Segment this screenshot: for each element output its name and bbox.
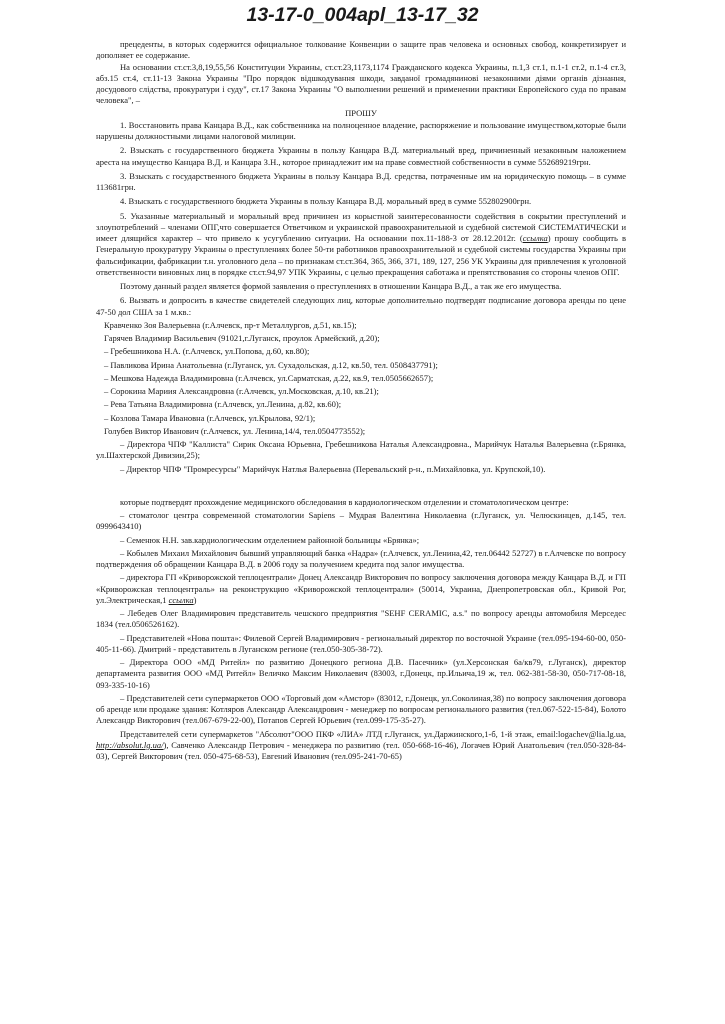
paragraph-statement: Поэтому данный раздел является формой заявления о преступлениях в отношении Канцара В.Д., а так же его имущества. xyxy=(120,281,562,291)
request-item-5-text-b: ) прошу сообщить в Генеральную прокуратуру Украины о преступлениях более 50-ти работников правоохранительной и судебной системы государства Украины при фальсификации, фабрикации т.н. уголовного дела – по признакам ст.ст.364, 365, 366, 371, 189, 127, 256 УК Украины для привлечения к уголовной ответственности виновных лиц в порядке ст.ст.94,97 УПК Украины, с целью прекращения саботажа и препятствования со стороны членов ОПГ. xyxy=(96,233,626,277)
witness-5: – Мешкова Надежда Владимировна (г.Алчевск, ул.Сарматская, д.22, кв.9, тел.0505662657); xyxy=(104,372,434,383)
request-item-2: 2. Взыскать с государственного бюджета Украины в пользу Канцара В.Д. материальный вред, причиненный незаконным наложением ареста на имущество Канцара В.Д. и Канцара З.Н., которое принадлежит им на праве совместной собственности в сумме 552689219грн. xyxy=(96,145,626,167)
witness-2: Гарячев Владимир Васильевич (91021,г.Луганск, проулок Армейский, д.20); xyxy=(104,333,380,343)
paragraph-legal-basis: На основании ст.ст.3,8,19,55,56 Конституции Украины, ст.ст.23,1173,1174 Гражданского кодекса Украины, п.1,3 ст.1, п.1-1 ст.2, п.1-4 ст.3, абз.15 ст.4, ст.11-13 Закона Украины "Про порядок відшкодування шкоди, завданої громадянинові незаконними діями органів дізнання, досудового слідства, прокуратури і суду", ст.17 Закона Украины "О выполнении решений и применении практики Европейского суда по правам человека", – xyxy=(96,61,626,106)
nova-poshta-witness: – Представителей «Нова пошта»: Филевой Сергей Владимирович - региональный директор по восточной Украине (тел.095-194-60-00, 050-405-11-66). Дмитрий - представитель в Луганском регионе (тел.050-305-38-72). xyxy=(96,632,626,654)
witness-promresursy: – Директор ЧПФ "Промресурсы" Марийчук Натлья Валерьевна (Перевальский р-н., п.Михайловка, ул. Крупской,10). xyxy=(120,463,546,474)
witness-3: – Гребешникова Н.А. (г.Алчевск, ул.Попова, д.60, кв.80); xyxy=(104,346,310,357)
paragraph-medical: которые подтвердят прохождение медицинского обследования в кардиологическом отделении и стоматологическом центре: xyxy=(120,496,569,507)
bank-witness: – Кобылев Михаил Михайлович бывший управляющий банка «Надра» (г.Алчевск, ул.Ленина,42, тел.06442 52727) в г.Алчевске по вопросу подтверждения об обращении Канцара В.Д. в 2006 году за получением кредита под залог имущества. xyxy=(96,547,626,569)
witness-8: – Козлова Тамара Ивановна (г.Алчевск, ул.Крылова, 92/1); xyxy=(104,412,316,423)
request-item-3: 3. Взыскать с государственного бюджета Украины в пользу Канцара В.Д. средства, потраченные им на юридическую помощь – в сумме 113681грн. xyxy=(96,170,626,192)
absolut-witness-text-b: ), Савченко Александр Петрович - менеджера по развитию (тел. 050-668-16-46), Логачев Юрий Анатольевич (тел.050-328-84-03), Сергей Викторович (тел. 050-475-68-53), Евгений Иванович (тел.095-241-70-65) xyxy=(96,739,626,761)
ceramic-witness: – Лебедев Олег Владимирович представитель чешского предприятия "SEHF CERAMIC, a.s." по вопросу аренды автомобиля Мерседес 1834 (тел.0506526162). xyxy=(96,608,626,630)
request-item-6: 6. Вызвать и допросить в качестве свидетелей следующих лиц, которые дополнительно подтвердят подписание договора аренды по цене 47-50 дол США за 1 м.кв.: xyxy=(96,295,626,317)
request-item-4: 4. Взыскать с государственного бюджета Украины в пользу Канцара В.Д. моральный вред в сумме 552802900грн. xyxy=(120,196,532,207)
absolut-url-link[interactable]: http://absolut.lg.ua/ xyxy=(96,739,164,750)
heating-witness-text-b: ) xyxy=(193,594,197,605)
medical-witness-2: – Семенюк Н.Н. зав.кардиологическим отделением районной больницы «Брянка»; xyxy=(120,534,420,545)
witness-1: Кравченко Зоя Валерьевна (г.Алчевск, пр-т Металлургов, д.51, кв.15); xyxy=(104,319,357,330)
document-title: 13-17-0_004apl_13-17_32 xyxy=(246,4,479,26)
witness-4: – Павликова Ирина Анатольевна (г.Луганск, ул. Сухадольская, д.12, кв.50, тел. 0508437791); xyxy=(104,359,438,370)
heating-witness xyxy=(96,572,626,606)
md-retail-witness: – Директора ООО «МД Ритейл» по развитию Донецкого региона Д.В. Пасечник» (ул.Херсонская 6а/кв79, г.Луганск), директор департамента развития ООО «МД Ритейл» Величко Максим Николаевич (83003, г.Донецк, пр.Ильича,19 ж, тел. 062-381-58-30, 050-717-08-18, 093-335-10-16) xyxy=(96,657,626,690)
absolut-witness xyxy=(96,729,626,763)
witness-9: Голубев Виктор Иванович (г.Алчевск, ул. Ленина,14/4, тел.0504773552); xyxy=(104,425,366,436)
document-body xyxy=(96,39,626,762)
heading-request: ПРОШУ xyxy=(345,107,377,118)
absolut-witness-text-a: Представителей сети супермаркетов "Абсолют"ООО ПКФ «ЛИА» ЛТД г.Луганск, ул.Даржинского,1-б, 1-й этаж, email:logachev@lia.lg.ua, xyxy=(120,728,626,739)
amstor-witness: – Представителей сети супермаркетов ООО «Торговый дом «Амстор» (83012, г.Донецк, ул.Соколиная,38) по вопросу заключения договора об аренде или продаже здания: Котляров Александр Александрович - менеджер по вопросам регионального развития (тел.067-522-15-84), Болото Александр Викторович (тел.067-679-22-00), Потапов Сергей Юрьевич (тел.099-175-35-27). xyxy=(96,692,626,726)
request-item-1: 1. Восстановить права Канцара В.Д., как собственника на полноценное владение, распоряжение и пользование имуществом,которые были нарушены должностными лицами налоговой милиции. xyxy=(96,119,626,141)
paragraph-precedents: прецеденты, в которых содержится официальное толкование Конвенции о защите прав человека и основных свобод, конкретизирует и дополняет ее содержание. xyxy=(96,39,626,61)
request-item-5 xyxy=(96,211,626,279)
heating-witness-text-a: – директора ГП «Криворожской теплоцентрали» Донец Александр Викторович по вопросу заключения договора между Канцара В.Д. и ГП «Криворожская теплоцентраль» на реконструкцию «Криворожской теплоцентрали» (50014, Украина, Днепропетровская обл., Кривой Рог, ул.Электрическая,1 xyxy=(96,572,626,605)
medical-witness-1: – стоматолог центра современной стоматологии Sapiens – Мудрая Валентина Николаевна (г.Луганск, ул. Челюскинцев, д.145, тел. 0999643410) xyxy=(96,510,626,532)
witness-7: – Рева Татьяна Владимировна (г.Алчевск, ул.Ленина, д.82, кв.60); xyxy=(104,399,342,410)
request-item-5-text-a: 5. Указанные материальный и моральный вред причинен из корыстной заинтересованности содействия в сокрытии преступлений и злоупотреблений – членами ОПГ,что совершается Ответчиком и украинской правоохранительной и судебной системой СИСТЕМАТИЧЕСКИ и имеет длящийся характер – что привело к усугублению ситуации. На основании пох.11-188-3 от 28.12.2012г. ( xyxy=(96,210,626,243)
witness-6: – Сорокина Мариия Александровна (г.Алчевск, ул.Московская, д.10, кв.21); xyxy=(104,386,379,396)
heating-reference-link[interactable]: ссылка xyxy=(168,594,194,605)
witness-kallista: – Директора ЧПФ "Каллиста" Сирик Оксана Юрьевна, Гребешникова Наталья Александровна., Марийчук Наталья Валерьевна (г.Брянка, ул.Шахтерской Дивизии,25); xyxy=(96,439,626,461)
reference-link[interactable]: ссылка xyxy=(522,233,548,243)
